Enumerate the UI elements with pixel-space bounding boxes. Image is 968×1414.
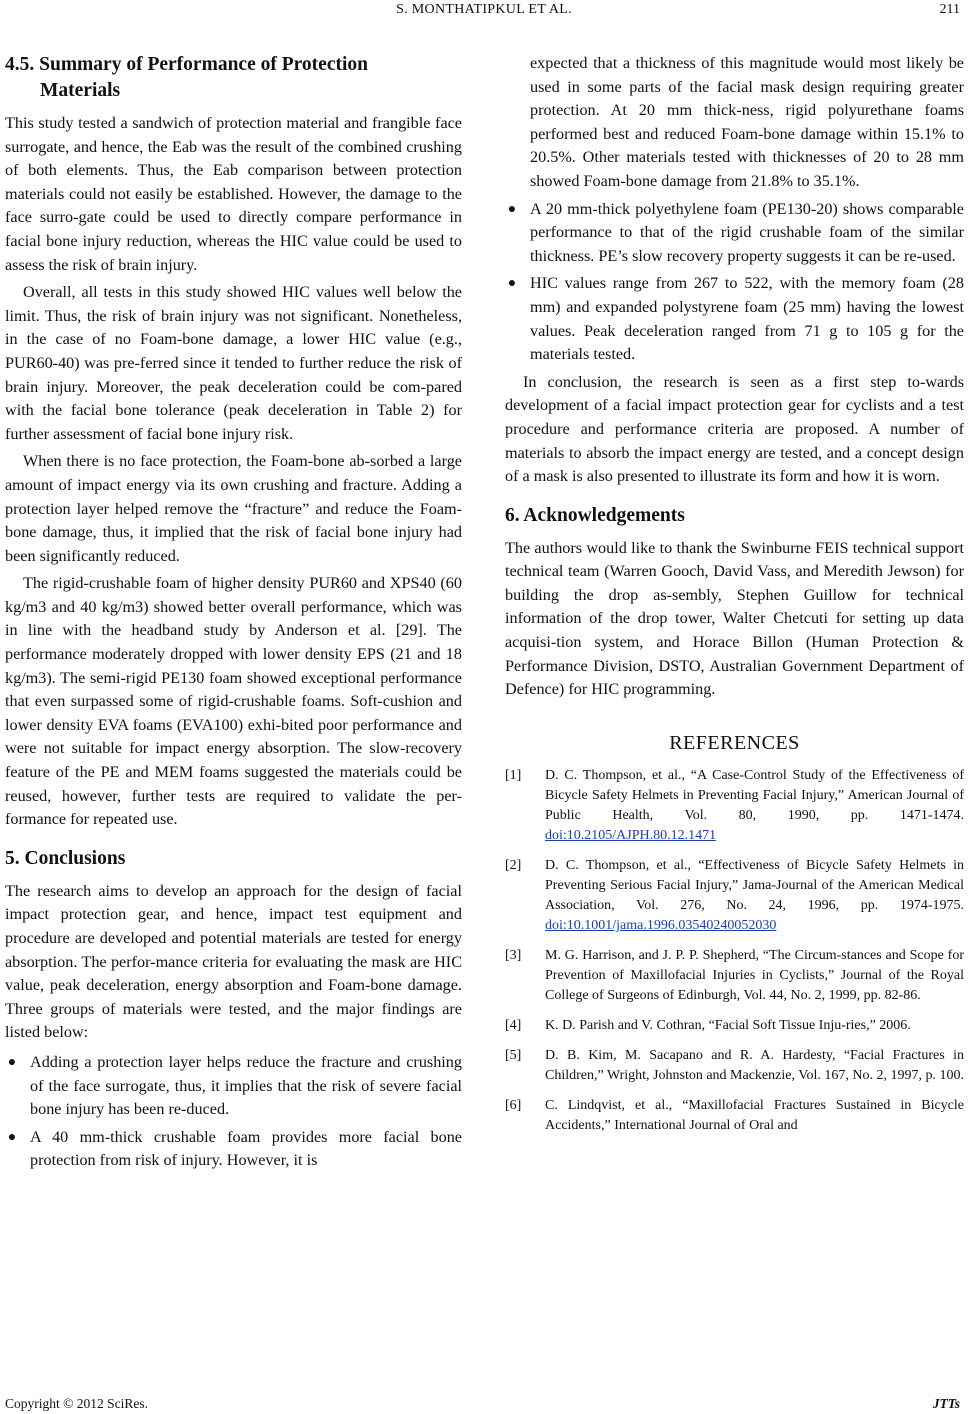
section-heading-line-2: Materials bbox=[40, 80, 121, 101]
section-heading-4-5 bbox=[5, 52, 462, 104]
reference-item: [3] M. G. Harrison, and J. P. P. Shepherd, “The Circum-stances and Scope for Prevention of Maxillofacial Injuries in Cyclists,” Journal of the Royal College of Surgeons of Edinburgh, Vol. 44, No. 2, 1999, pp. 82-86. bbox=[505, 947, 964, 1003]
paragraph: The research aims to develop an approach for the design of facial impact protection gear, and hence, impact test equipment and procedure are developed and potential materials are tested for energy absorption. The perfor-mance criteria for evaluating the mask are HIC value, peak deceleration, energy absorption and Foam-bone damage. Three groups of materials were tested, and the major findings are listed below: bbox=[5, 881, 462, 1042]
bullet-icon: ● bbox=[507, 201, 517, 217]
doi-link[interactable]: doi:10.2105/AJPH.80.12.1471 bbox=[545, 827, 717, 843]
references-list bbox=[505, 766, 964, 1136]
list-item: ● HIC values range from 267 to 522, with the memory foam (28 mm) and expanded polystyrene foam (25 mm) having the lowest values. Peak deceleration ranged from 71 g to 105 g for the materials tested. bbox=[505, 272, 964, 366]
list-item: ● A 20 mm-thick polyethylene foam (PE130-20) shows comparable performance to that of the rigid crushable foam of the similar thickness. PE’s slow recovery property suggests it can be re-used. bbox=[505, 198, 964, 269]
findings-list bbox=[5, 1051, 462, 1173]
reference-item: [1] D. C. Thompson, et al., “A Case-Control Study of the Effectiveness of Bicycle Safety Helmets in Preventing Facial Injury,” American Journal of Public Health, Vol. 80, 1990, pp. 1471-1474. doi:10.2105/AJPH.80.12.1471 bbox=[505, 767, 964, 843]
findings-list-continued bbox=[505, 52, 964, 367]
doi-link[interactable]: doi:10.1001/jama.1996.03540240052030 bbox=[545, 917, 777, 933]
reference-item: [5] D. B. Kim, M. Sacapano and R. A. Hardesty, “Facial Fractures in Children,” Wright, Johnston and Mackenzie, Vol. 167, No. 2, 1997, p. 100. bbox=[505, 1047, 965, 1083]
paragraph: In conclusion, the research is seen as a first step to-wards development of a facial impact protection gear for cyclists and a test procedure and performance criteria are proposed. A number of materials to absorb the impact energy are tested, and a concept design of a mask is also presented to illustrate its form and how it is worn. bbox=[505, 372, 964, 486]
paragraph: The authors would like to thank the Swinburne FEIS technical support technical team (Warren Gooch, David Vass, and Meredith Jewson) for building the drop as-sembly, Stephen Guillow for technical information of the drop tower, Walter Chetcuti for setting up data acquisi-tion system, and Horace Billon (Human Protection & Performance Division, DSTO, Australian Government Department of Defence) for HIC programming. bbox=[505, 538, 964, 699]
references-heading: REFERENCES bbox=[669, 731, 800, 754]
paragraph: The rigid-crushable foam of higher density PUR60 and XPS40 (60 kg/m3 and 40 kg/m3) showed better overall performance, which was in line with the headband study by Anderson et al. [29]. The performance moderately dropped with lower density EPS (21 and 18 kg/m3). The semi-rigid PE130 foam showed exceptional performance that even surpassed some of rigid-crushable foams. Soft-cushion and lower density EVA foams (EVA100) exhi-bited poor performance and were not suitable for impact energy absorption. The slow-recovery feature of the PE and MEM foams suggested the materials could be reused, however, further tests are required to validate the per-formance for repeated use. bbox=[5, 574, 462, 829]
page-number: 211 bbox=[939, 2, 960, 17]
reference-item: [4] K. D. Parish and V. Cothran, “Facial Soft Tissue Inju-ries,” 2006. bbox=[505, 1017, 911, 1033]
reference-item: [2] D. C. Thompson, et al., “Effectiveness of Bicycle Safety Helmets in Preventing Serious Facial Injury,” Jama-Journal of the American Medical Association, Vol. 276, No. 24, 1996, pp. 1974-1975. doi:10.1001/jama.1996.03540240052030 bbox=[505, 857, 964, 933]
reference-item: [6] C. Lindqvist, et al., “Maxillofacial Fractures Sustained in Bicycle Accidents,” International Journal of Oral and bbox=[505, 1097, 964, 1133]
section-heading-acknowledgements: 6. Acknowledgements bbox=[505, 504, 685, 526]
paragraph: When there is no face protection, the Foam-bone ab-sorbed a large amount of impact energy via its own crushing and fracture. Adding a protection layer helped remove the “fracture” and reduce the Foam-bone damage, thus, it implied that the risk of facial bone injury had been significantly reduced. bbox=[5, 452, 462, 565]
copyright-text: Copyright © 2012 SciRes. bbox=[5, 1396, 149, 1411]
left-column bbox=[5, 52, 462, 1177]
bullet-icon: ● bbox=[7, 1054, 17, 1070]
running-header bbox=[0, 0, 968, 28]
bullet-icon: ● bbox=[7, 1129, 17, 1145]
list-item-continued: expected that a thickness of this magnitude would most likely be used in some parts of the facial mask design requiring greater protection. At 20 mm thick-ness, rigid polyurethane foams performed best and reduced Foam-bone damage within 15.1% to 20.5%. Other materials tested with thicknesses of 20 to 28 mm showed Foam-bone damage from 21.8% to 35.1%. bbox=[530, 54, 964, 190]
section-heading-line-1: 4.5. Summary of Performance of Protection bbox=[5, 54, 368, 75]
bullet-icon: ● bbox=[507, 276, 517, 292]
paragraph: This study tested a sandwich of protection material and frangible face surrogate, and hence, the Eab was the result of the combined crushing of both elements. Thus, the Eab comparison between protection materials could not easily be established. However, the damage to the face surro-gate could be used to directly compare performance in facial bone injury reduction, whereas the HIC value could be used to assess the risk of brain injury. bbox=[5, 114, 462, 274]
list-item: ● Adding a protection layer helps reduce the fracture and crushing of the face surrogate, thus, it implies that the risk of severe facial bone injury has been re-duced. bbox=[5, 1051, 462, 1122]
header-authors: S. MONTHATIPKUL ET AL. bbox=[396, 2, 572, 17]
journal-abbrev: JTTs bbox=[932, 1396, 960, 1411]
right-column bbox=[505, 52, 964, 1146]
section-heading-conclusions: 5. Conclusions bbox=[5, 847, 126, 869]
list-item: ● A 40 mm-thick crushable foam provides more facial bone protection from risk of injury. However, it is bbox=[5, 1126, 462, 1173]
paragraph: Overall, all tests in this study showed HIC values well below the limit. Thus, the risk of brain injury was not significant. Nonetheless, in the case of no Foam-bone damage, a lower HIC value (e.g., PUR60-40) was pre-ferred since it tended to further reduce the risk of brain injury. Moreover, the peak deceleration could be com-pared with the facial bone tolerance (peak deceleration in Table 2) for further assessment of facial bone injury risk. bbox=[5, 283, 462, 443]
